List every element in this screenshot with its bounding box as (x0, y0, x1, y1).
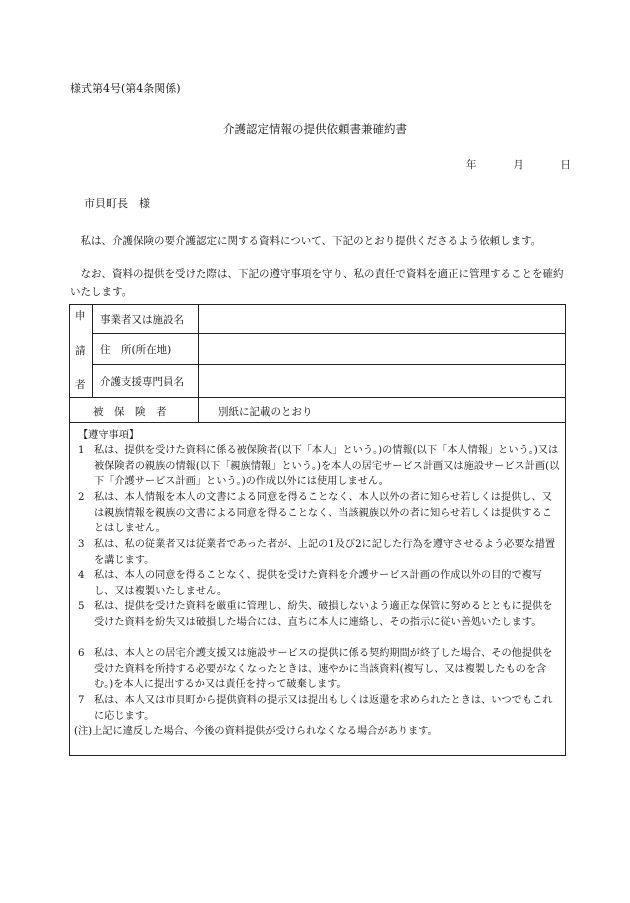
request-paragraph: 私は、介護保険の要介護認定に関する資料について、下記のとおり提供くださるよう依頼します。 (70, 235, 542, 247)
date-year-label: 年 (466, 159, 477, 171)
notes-heading: 【遵守事項】 (78, 430, 140, 441)
business-name-label: 事業者又は施設名 (100, 314, 184, 326)
form-number: 様式第4号(第4条関係) (70, 82, 181, 95)
care-manager-label: 介護支援専門員名 (100, 376, 184, 388)
address-label: 住 所(所在地) (100, 344, 172, 356)
address-field[interactable] (200, 335, 564, 363)
note-item: 2 私は、本人情報を本人の文書による同意を得ることなく、本人以外の者に知らせ若しくは提供し、又は親族情報を親族の文書による同意を得ることなく、当該親族以外の者に知らせ若しくは提供することはしません。 (78, 492, 552, 535)
note-item: 5 私は、提供を受けた資料を厳重に管理し、紛失、破損しないよう適正な保管に努めるとともに提供を受けた資料を紛失又は破損した場合には、直ちに本人に連絡し、その指示に従い善処いたします。 (78, 601, 553, 628)
applicant-side-label-3: 者 (75, 379, 86, 391)
recipient: 市貝町長 様 (84, 197, 150, 210)
date-day-label: 日 (560, 159, 571, 171)
insured-label: 被 保 険 者 (93, 406, 167, 418)
pledge-paragraph: なお、資料の提供を受けた際は、下記の遵守事項を守り、私の責任で資料を適正に管理することを確約いたします。 (70, 268, 564, 298)
applicant-side-label-2: 請 (75, 345, 86, 357)
note-item: 1 私は、提供を受けた資料に係る被保険者(以下「本人」という。)の情報(以下「本人情報」という。)又は被保険者の親族の情報(以下「親族情報」という。)を本人の居宅サービス計画又は施設サービス計画(以下「介護サービス計画」という。)の作成以外には使用しません。 (78, 445, 560, 488)
applicant-table (69, 304, 566, 423)
document-title: 介護認定情報の提供依頼書兼確約書 (223, 122, 407, 136)
note-item: 3 私は、私の従業者又は従業者であった者が、上記の1及び2に記した行為を遵守させるよう必要な措置を講じます。 (78, 539, 556, 566)
date-line (466, 157, 571, 172)
insured-value: 別紙に記載のとおり (218, 406, 313, 418)
notes-footnote: (注)上記に違反した場合、今後の資料提供が受けられなくなる場合があります。 (74, 726, 438, 737)
note-item: 6 私は、本人との居宅介護支援又は施設サービスの提供に係る契約期間が終了した場合、その他提供を受けた資料を所持する必要がなくなったときは、速やかに当該資料(複写し、又は複製したものを含む。)を本人に提出するか又は責任を持って破棄します。 (78, 648, 553, 691)
applicant-side-label-1: 申 (75, 310, 86, 322)
care-manager-field[interactable] (200, 366, 564, 396)
compliance-notes-box (69, 422, 566, 756)
date-month-label: 月 (513, 159, 524, 171)
note-item: 7 私は、本人又は市貝町から提供資料の提示又は提出もしくは返還を求められたときは、いつでもこれに応じます。 (78, 695, 553, 722)
business-name-field[interactable] (200, 306, 564, 332)
note-item: 4 私は、本人の同意を得ることなく、提供を受けた資料を介護サービス計画の作成以外の目的で複写し、又は複製いたしません。 (78, 570, 543, 597)
